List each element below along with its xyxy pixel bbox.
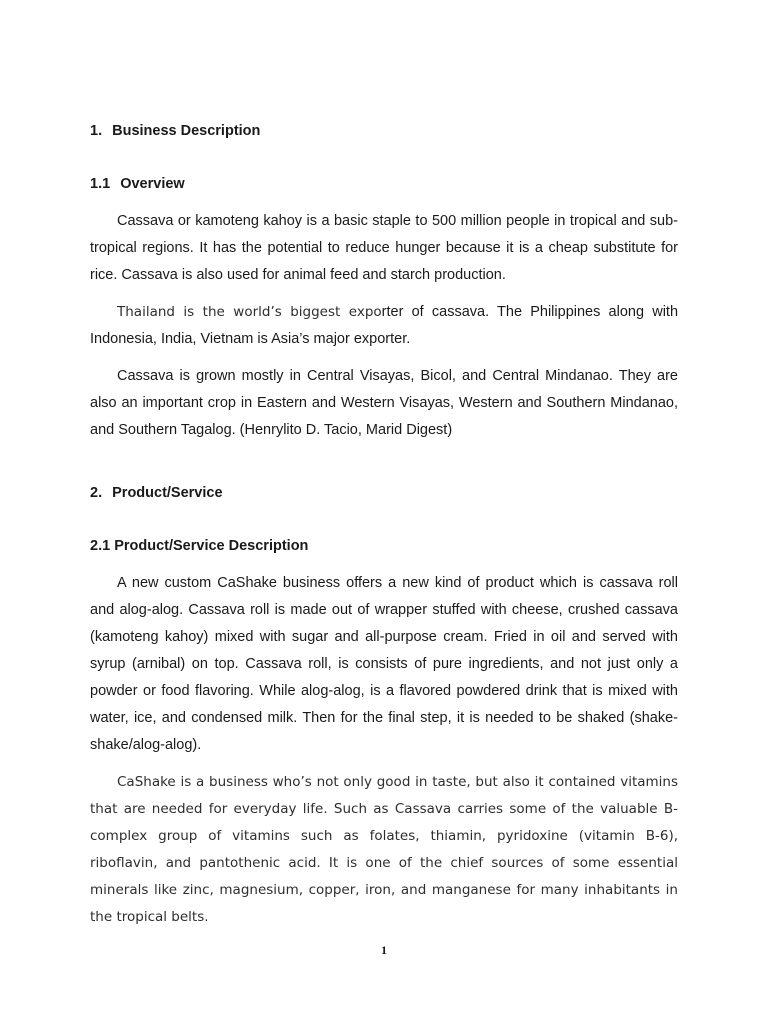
paragraph-text-end: rter of cassava. The Philippines along with Indonesia, India, Vietnam is Asia’s major exporter.: [90, 304, 679, 347]
subsection-title: Overview: [120, 176, 185, 192]
paragraph-text: CaShake is a business who’s not only good in taste, but also it contained vitamins that are needed for everyday life. Such as Cassava carries some of the valuable B-complex group of vitamins such as folates, thiamin, pyridoxine (vitamin B-6), riboflavin, and pantothenic acid. It is one of the chief sources of some essential minerals like zinc, magnesium, copper, iron, and manganese for many inhabitants in the tropical belts.: [90, 774, 678, 925]
section-heading-product-service: [90, 480, 678, 506]
section-title: Business Description: [112, 123, 261, 139]
subsection-number: 2.1: [90, 538, 111, 554]
section-number: 2.: [90, 485, 103, 501]
subsection-heading-overview: [90, 171, 678, 197]
subsection-heading-product-service-description: [90, 533, 678, 559]
section-title: Product/Service: [112, 485, 223, 501]
paragraph: [90, 769, 678, 931]
paragraph: Cassava or kamoteng kahoy is a basic staple to 500 million people in tropical and sub-tropical regions. It has the potential to reduce hunger because it is a cheap substitute for rice. Cassava is also used for animal feed and starch production.: [90, 213, 678, 283]
paragraph: [90, 299, 678, 353]
section-heading-business-description: [90, 118, 678, 144]
paragraph: A new custom CaShake business offers a new kind of product which is cassava roll and alog-alog. Cassava roll is made out of wrapper stuffed with cheese, crushed cassava (kamoteng kahoy) mixed with sugar and all-purpose cream. Fried in oil and served with syrup (arnibal) on top. Cassava roll, is consists of pure ingredients, and not just only a powder or food flavoring. While alog-alog, is a flavored powdered drink that is mixed with water, ice, and condensed milk. Then for the final step, it is needed to be shaked (shake-shake/alog-alog).: [90, 575, 678, 753]
subsection-number: 1.1: [90, 176, 111, 192]
subsection-title: Product/Service Description: [114, 538, 309, 554]
document-body: [90, 118, 678, 931]
paragraph-text-start: Thailand is the world’s biggest expo: [117, 304, 382, 320]
paragraph: Cassava is grown mostly in Central Visayas, Bicol, and Central Mindanao. They are also an important crop in Eastern and Western Visayas, Western and Southern Mindanao, and Southern Tagalog. (Henrylito D. Tacio, Marid Digest): [90, 368, 678, 438]
page-number: 1: [381, 943, 387, 957]
section-number: 1.: [90, 123, 103, 139]
